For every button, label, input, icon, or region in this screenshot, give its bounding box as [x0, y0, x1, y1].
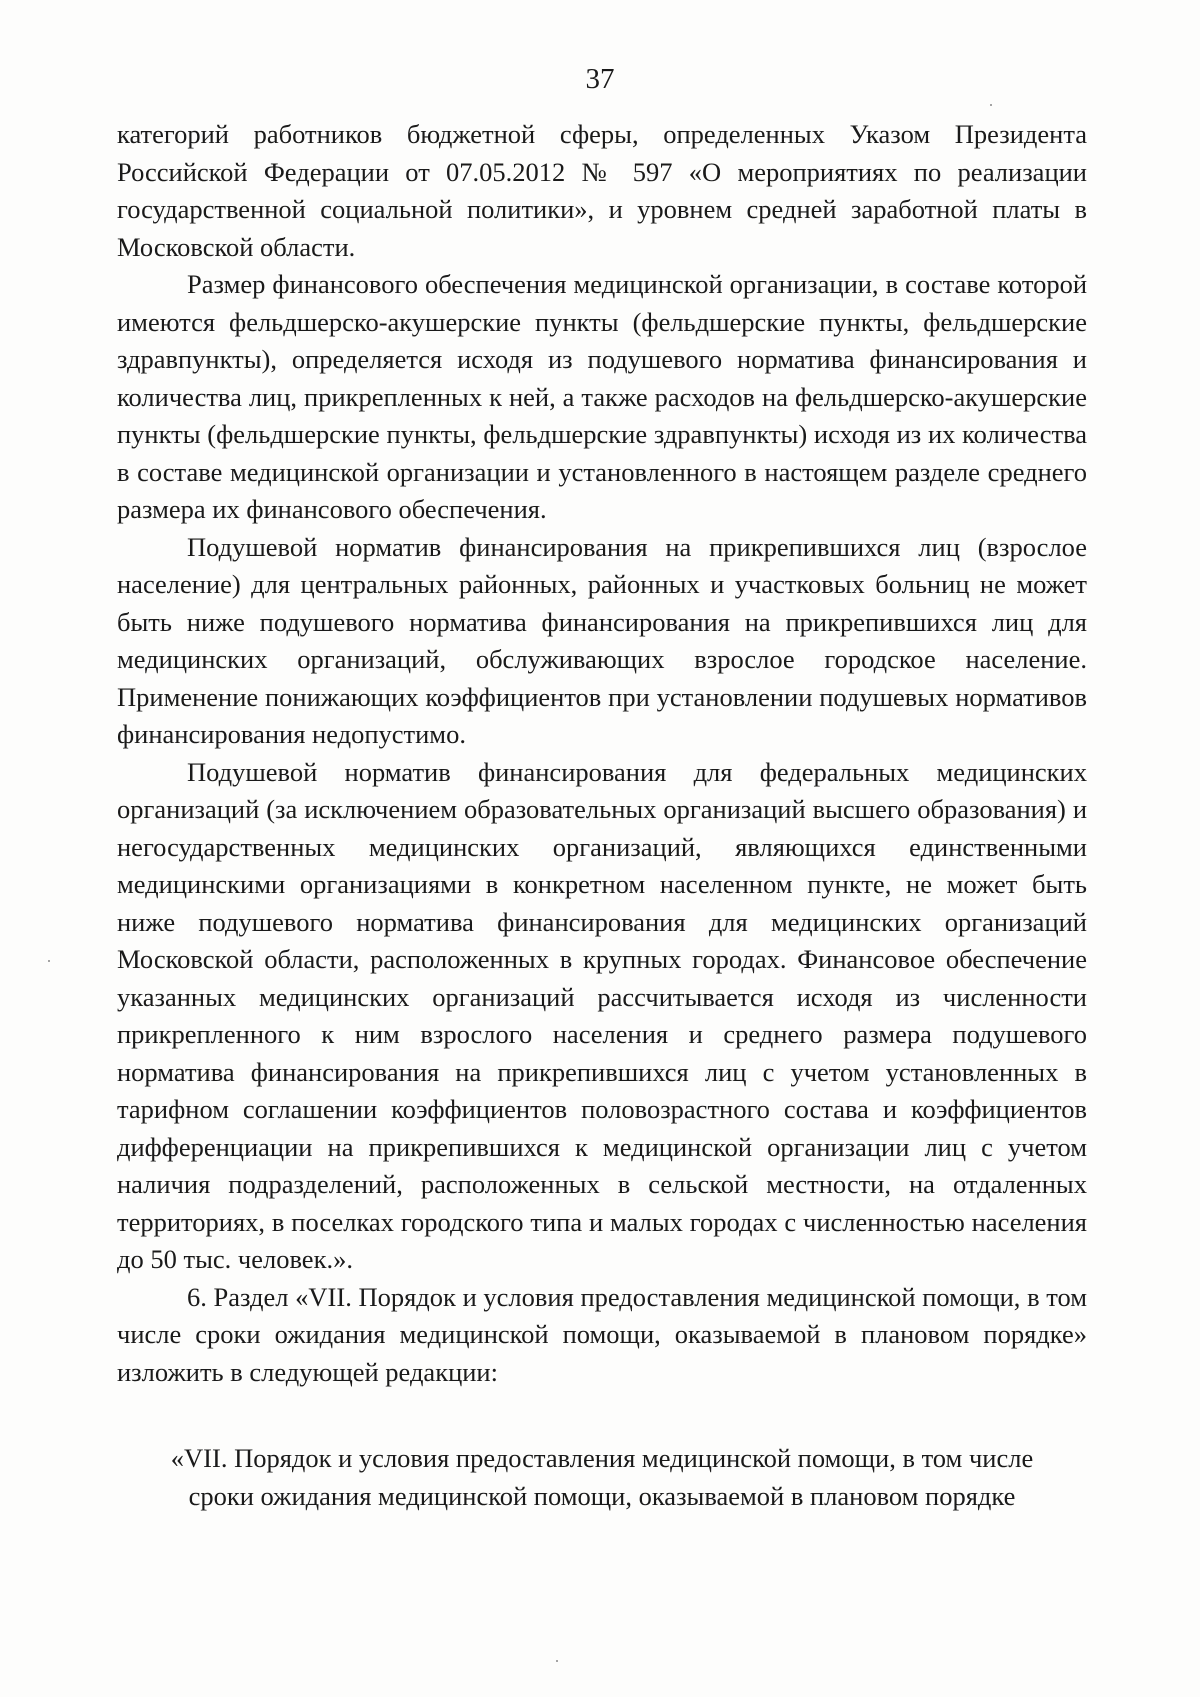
paragraph-1: категорий работников бюджетной сферы, определенных Указом Президента Российской Федерации от 07.05.2012 № 597 «О мероприятиях по реализации государственной социальной политики», и уровнем средней заработной платы в Московской области. — [117, 119, 1087, 262]
paragraph-3: Подушевой норматив финансирования на прикрепившихся лиц (взрослое население) для центральных районных, районных и участковых больниц не может быть ниже подушевого норматива финансирования на прикрепившихся лиц для медицинских организаций, обслуживающих взрослое городское население. Применение понижающих коэффициентов при установлении подушевых нормативов финансирования недопустимо. — [117, 531, 1087, 749]
paragraph-4: Подушевой норматив финансирования для федеральных медицинских организаций (за исключением образовательных организаций высшего образования) и негосударственных медицинских организаций, являющихся единственными медицинскими организациями в конкретном населенном пункте, не может быть ниже подушевого норматива финансирования для медицинских организаций Московской области, расположенных в крупных городах. Финансовое обеспечение указанных медицинских организаций рассчитывается исходя из численности прикрепленного к ним взрослого населения и среднего размера подушевого норматива финансирования на прикрепившихся лиц с учетом установленных в тарифном соглашении коэффициентов половозрастного состава и коэффициентов дифференциации на прикрепившихся к медицинской организации лиц с учетом наличия подразделений, расположенных в сельской местности, на отдаленных территориях, в поселках городского типа и малых городах с численностью населения до 50 тыс. человек.». — [117, 756, 1087, 1274]
scan-speck — [556, 1660, 558, 1662]
paragraph-2: Размер финансового обеспечения медицинской организации, в составе которой имеются фельдшерско-акушерские пункты (фельдшерские пункты, фельдшерские здравпункты), определяется исходя из подушевого норматива финансирования и количества лиц, прикрепленных к ней, а также расходов на фельдшерско-акушерские пункты (фельдшерские пункты, фельдшерские здравпункты) исходя из их количества в составе медицинской организации и установленного в настоящем разделе среднего размера их финансового обеспечения. — [117, 269, 1087, 524]
page-number: 37 — [585, 63, 615, 95]
paragraph-5: 6. Раздел «VII. Порядок и условия предоставления медицинской помощи, в том числе сроки ожидания медицинской помощи, оказываемой в плановом порядке» изложить в следующей редакции: — [117, 1281, 1087, 1387]
section-heading — [117, 1440, 1087, 1515]
scan-speck — [48, 960, 50, 962]
document-body — [117, 116, 1087, 1391]
scan-speck — [990, 104, 992, 106]
section-heading-line-1: «VII. Порядок и условия предоставления медицинской помощи, в том числе — [170, 1443, 1034, 1473]
section-heading-line-2: сроки ожидания медицинской помощи, оказываемой в плановом порядке — [188, 1480, 1016, 1511]
